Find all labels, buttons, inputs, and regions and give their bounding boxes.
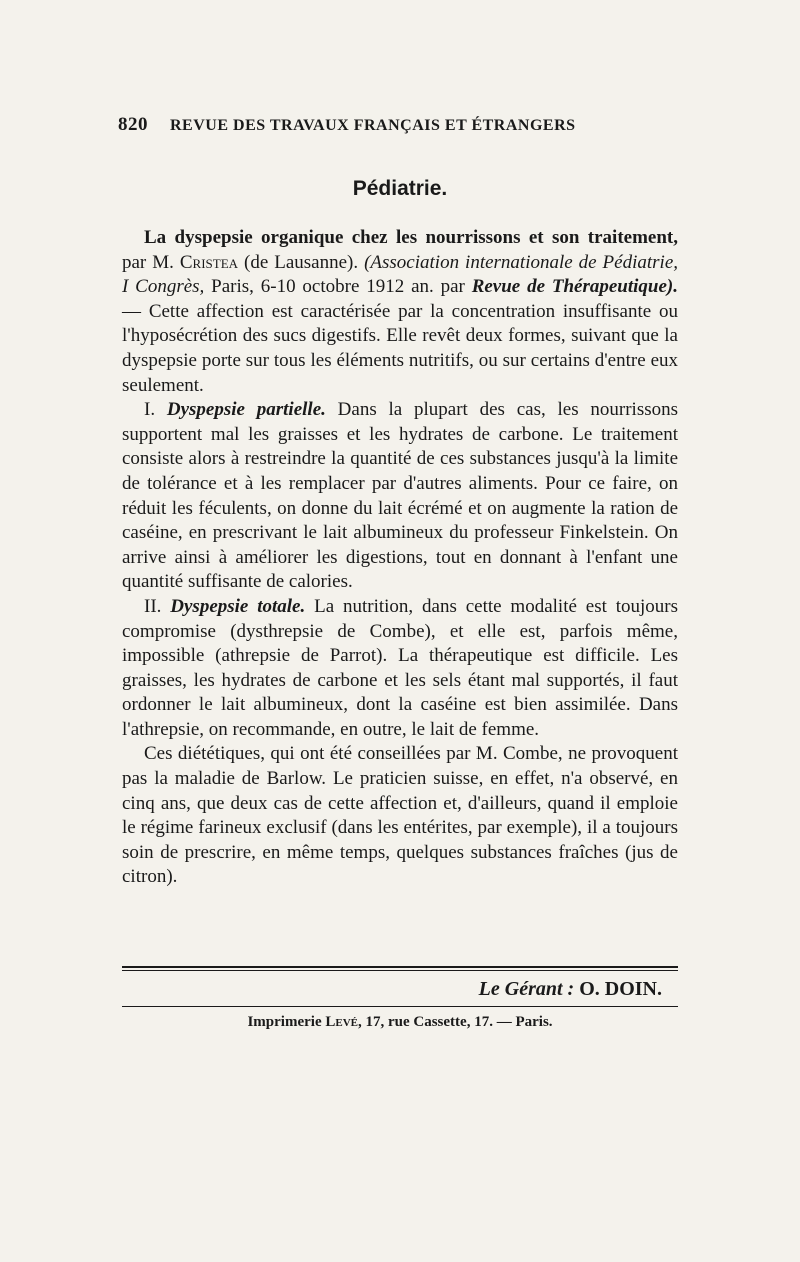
section-1-text: Dans la plupart des cas, les nourrissons supportent mal les graisses et les hydrates de carbone. Le traitement consiste alors à restreindre la quantité de ces substances jusqu'à la limite de tolérance et à les remplacer par d'autres aliments. Pour ce faire, on réduit les féculents, on donne du lait écrémé et on augmente la ration de caséine, en prescrivant le lait albumineux du professeur Finkelstein. On arrive ainsi à améliorer les digestions, tout en donnant à l'enfant une quantité suffisante de calories.	[122, 399, 679, 593]
article-body	[122, 226, 678, 890]
article-intro-paragraph	[122, 226, 678, 398]
byline-prefix: par M.	[122, 251, 174, 273]
source-citation: (Association internationale de Pédiatrie, I Congrès,	[122, 251, 679, 298]
section-1-title: Dyspepsie partielle.	[166, 399, 326, 421]
imprint-address: 17, rue Cassette, 17. — Paris.	[365, 1014, 553, 1030]
article-title: La dyspepsie organique chez les nourrissons et son traitement,	[144, 227, 678, 248]
intro-text: — Cette affection est caractérisée par la concentration insuffisante ou l'hyposécrétion des sucs digestifs. Elle revêt deux formes, suivant que la dyspepsie porte sur tous les éléments nutritifs, ou sur certains d'entre eux seulement.	[122, 300, 678, 396]
gerant-label: Le Gérant :	[478, 978, 575, 1000]
section-1-paragraph	[122, 398, 678, 595]
footer-rule-bottom	[122, 1006, 678, 1007]
conclusion-paragraph: Ces diététiques, qui ont été conseillées par M. Combe, ne provoquent pas la maladie de Barlow. Le praticien suisse, en effet, n'a observé, en cinq ans, que deux cas de cette affection et, d'ailleurs, quand il emploie le régime farineux exclusif (dans les entérites, par exemple), il a toujours soin de prescrire, en même temps, quelques substances fraîches (jus de citron).	[122, 743, 678, 888]
author-name: Cristea	[179, 251, 239, 273]
section-title: Pédiatrie.	[352, 177, 448, 200]
source-details: Paris, 6-10 octobre 1912 an. par	[211, 276, 465, 298]
footer-rule-second	[122, 970, 678, 971]
imprint-name: Levé,	[325, 1014, 362, 1030]
imprint-line	[0, 1014, 800, 1031]
running-head	[118, 114, 678, 136]
imprint-prefix: Imprimerie	[247, 1014, 322, 1030]
section-2-title: Dyspepsie totale.	[170, 595, 306, 617]
source-journal: Revue de Thérapeutique).	[471, 276, 678, 298]
section-1-label: I.	[144, 399, 156, 421]
section-2-text: La nutrition, dans cette modalité est toujours compromise (dysthrepsie de Combe), et elle est, parfois même, impossible (athrepsie de Parrot). La thérapeutique est difficile. Les graisses, les hydrates de carbone et les sels étant mal supportés, il faut ordonner le lait albumineux, dont la caséine est bien assimilée. Dans l'athrepsie, on recommande, en outre, le lait de femme.	[122, 595, 679, 740]
author-location: (de Lausanne).	[244, 251, 359, 273]
section-2-paragraph	[122, 595, 678, 743]
footer-rule-top	[122, 966, 678, 968]
gerant-line	[122, 978, 662, 1001]
journal-title: REVUE DES TRAVAUX FRANÇAIS ET ÉTRANGERS	[170, 117, 576, 134]
section-2-label: II.	[144, 595, 162, 617]
gerant-name: O. DOIN.	[579, 978, 662, 1000]
page-number: 820	[118, 114, 148, 135]
